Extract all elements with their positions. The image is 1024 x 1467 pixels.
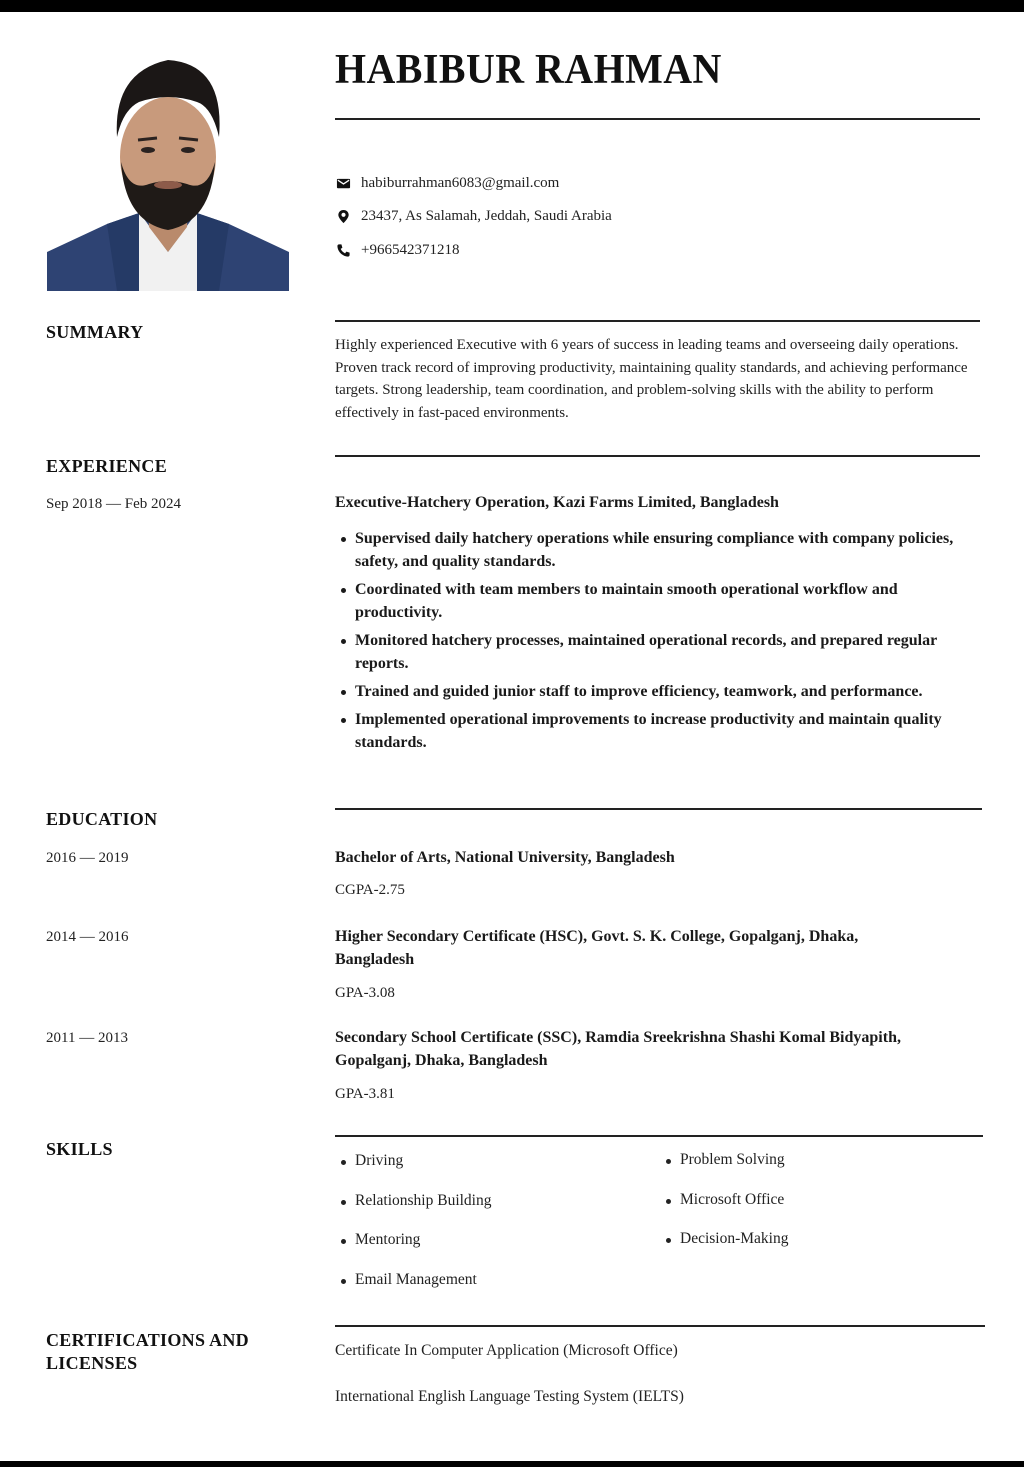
email-text[interactable]: habiburrahman6083@gmail.com xyxy=(361,175,560,191)
certifications-heading xyxy=(46,1329,249,1375)
profile-photo xyxy=(47,52,289,291)
name-divider xyxy=(335,118,980,120)
education-dates: 2011 — 2013 xyxy=(46,1030,128,1046)
experience-divider xyxy=(335,455,980,457)
responsibility-item: Coordinated with team members to maintain smooth operational workflow and productivity. xyxy=(335,578,975,624)
job-responsibilities xyxy=(335,527,975,759)
candidate-name: HABIBUR RAHMAN xyxy=(335,47,722,93)
responsibility-item: Trained and guided junior staff to improve efficiency, teamwork, and performance. xyxy=(335,680,975,703)
education-title: Secondary School Certificate (SSC), Ramdia Sreekrishna Shashi Komal Bidyapith, Gopalganj, Dhaka, Bangladesh xyxy=(335,1029,901,1069)
contact-email xyxy=(335,175,559,192)
certifications-heading-line1: CERTIFICATIONS AND xyxy=(46,1330,249,1350)
education-dates: 2016 — 2019 xyxy=(46,850,129,866)
education-grade: CGPA-2.75 xyxy=(335,882,405,898)
experience-heading: EXPERIENCE xyxy=(46,456,168,476)
summary-heading: SUMMARY xyxy=(46,322,144,342)
education-grade: GPA-3.08 xyxy=(335,985,395,1001)
education-heading: EDUCATION xyxy=(46,809,158,829)
certification-item: International English Language Testing System (IELTS) xyxy=(335,1388,684,1405)
skill-item: Problem Solving xyxy=(660,1151,785,1169)
top-border-bar xyxy=(0,0,1024,12)
skill-item: Driving xyxy=(335,1152,403,1170)
summary-text: Highly experienced Executive with 6 years of success in leading teams and overseeing daily operations. Proven track record of improving productivity, maintaining quality standards, and achieving performance targets. Strong leadership, team coordination, and problem-solving skills with the ability to perform effectively in fast-paced environments. xyxy=(335,337,968,421)
job-title: Executive-Hatchery Operation, Kazi Farms Limited, Bangladesh xyxy=(335,494,779,511)
job-dates: Sep 2018 — Feb 2024 xyxy=(46,496,181,512)
skill-item: Microsoft Office xyxy=(660,1191,784,1209)
skill-item: Mentoring xyxy=(335,1231,420,1249)
bottom-border-bar xyxy=(0,1461,1024,1467)
phone-text[interactable]: +966542371218 xyxy=(361,242,460,258)
certifications-divider xyxy=(335,1325,985,1327)
certification-item: Certificate In Computer Application (Microsoft Office) xyxy=(335,1342,678,1359)
map-pin-icon xyxy=(335,209,351,225)
skill-item: Email Management xyxy=(335,1271,477,1289)
education-dates: 2014 — 2016 xyxy=(46,929,129,945)
phone-icon xyxy=(335,243,351,259)
education-title: Bachelor of Arts, National University, Bangladesh xyxy=(335,849,675,866)
responsibility-item: Implemented operational improvements to increase productivity and maintain quality standards. xyxy=(335,708,975,754)
skill-item: Decision-Making xyxy=(660,1230,788,1248)
skill-item: Relationship Building xyxy=(335,1192,492,1210)
summary-divider xyxy=(335,320,980,322)
responsibility-item: Monitored hatchery processes, maintained operational records, and prepared regular reports. xyxy=(335,629,975,675)
contact-phone xyxy=(335,242,459,259)
skills-heading: SKILLS xyxy=(46,1139,113,1159)
education-divider xyxy=(335,808,982,810)
envelope-icon xyxy=(335,176,351,192)
address-text: 23437, As Salamah, Jeddah, Saudi Arabia xyxy=(361,208,612,224)
responsibility-item: Supervised daily hatchery operations while ensuring compliance with company policies, safety, and quality standards. xyxy=(335,527,975,573)
education-title: Higher Secondary Certificate (HSC), Govt. S. K. College, Gopalganj, Dhaka, Bangladesh xyxy=(335,928,859,968)
skills-divider xyxy=(335,1135,983,1137)
certifications-heading-line2: LICENSES xyxy=(46,1353,138,1373)
education-grade: GPA-3.81 xyxy=(335,1086,395,1102)
contact-address xyxy=(335,208,612,225)
